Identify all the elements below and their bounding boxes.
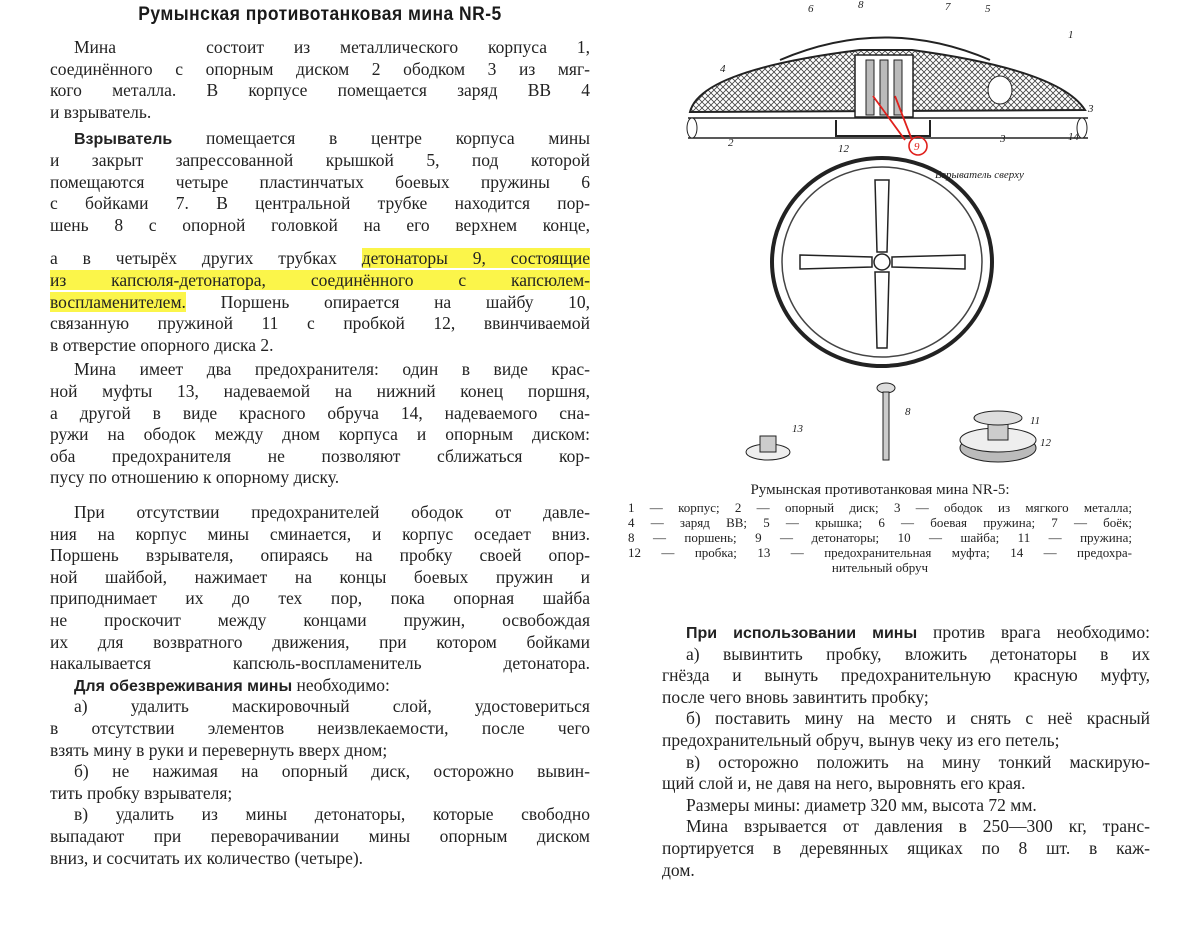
text-line [50, 740, 590, 761]
text-segment: накалывается капсюль-воспламенитель детонатора. [50, 653, 590, 674]
text-segment: Поршень опирается на шайбу 10, [185, 291, 590, 312]
text-line [50, 610, 590, 631]
text-segment: Размеры мины: диаметр 320 мм, высота 72 мм. [686, 794, 1037, 815]
text-line [50, 292, 590, 313]
text-segment: щий слой и, не давя на него, выровнять его края. [662, 773, 1026, 794]
label-7: 7 [945, 1, 951, 13]
text-segment: взять мину в руки и перевернуть вверх дном; [50, 739, 388, 760]
text-segment: гнёзда и вынуть предохранительную красную муфту, [662, 665, 1150, 686]
text-segment: шень 8 с опорной головкой на его верхнем конце, [50, 214, 590, 235]
highlighted-text: из капсюля-детонатора, соединённого с капсюлем- [50, 270, 590, 290]
highlighted-text: детонаторы 9, состоящие [361, 248, 591, 269]
text-line [50, 150, 590, 171]
text-segment: б) поставить мину на место и снять с неё красный [686, 708, 1150, 729]
label-12: 12 [838, 143, 849, 155]
label-8b: 8 [905, 406, 911, 418]
text-line [50, 848, 590, 869]
text-line [50, 567, 590, 588]
text-line [50, 653, 590, 674]
text-line [50, 632, 590, 653]
text-segment: против врага необходимо: [917, 622, 1150, 642]
text-segment: и закрыт запрессованной крышкой 5, под которой [50, 150, 590, 170]
text-segment: в) удалить из мины детонаторы, которые свободно [74, 804, 590, 825]
text-line [50, 172, 590, 193]
text-line [662, 644, 1150, 665]
text-segment: ния на корпус мины сминается, и корпус оседает вниз. [50, 523, 590, 544]
caption-line: 12 — пробка; 13 — предохранительная муфта; 14 — предохра- [628, 545, 1132, 560]
text-line [662, 687, 1150, 708]
text-line [50, 446, 590, 467]
text-line [50, 80, 590, 101]
text-line [50, 270, 590, 291]
text-line [662, 838, 1150, 859]
text-line [662, 752, 1150, 773]
text-segment: дом. [662, 859, 695, 880]
text-line [50, 313, 590, 334]
label-2b: 3 [1000, 133, 1006, 145]
text-line [50, 403, 590, 424]
text-segment: а) вывинтить пробку, вложить детонаторы в их [686, 643, 1150, 664]
text-line [50, 381, 590, 402]
text-segment: Мина взрывается от давления в 250—300 кг, транс- [686, 816, 1150, 837]
text-line [50, 128, 590, 150]
text-segment: а) удалить маскировочный слой, удостовериться [74, 696, 590, 717]
text-segment: состоит из металлического корпуса 1, [206, 37, 590, 57]
bold-heading: Взрыватель [74, 131, 173, 149]
text-line [662, 795, 1150, 816]
text-line [662, 708, 1150, 729]
text-segment: кого металла. В корпусе помещается заряд ВВ 4 [50, 80, 590, 101]
text-segment: приподнимает их до тех пор, пока опорная шайба [50, 588, 590, 609]
cross-section [687, 0, 1094, 155]
text-line [50, 102, 590, 123]
text-segment: ной муфты 13, надеваемой на нижний конец поршня, [50, 381, 590, 401]
label-1: 1 [1068, 29, 1074, 41]
text-line [50, 718, 590, 739]
figure-caption [610, 483, 1150, 575]
text-segment: а другой в виде красного обруча 14, надеваемого сна- [50, 402, 590, 423]
text-segment: необходимо: [292, 674, 390, 695]
text-line [662, 730, 1150, 751]
caption-line: 4 — заряд ВВ; 5 — крышка; 6 — боевая пружина; 7 — боёк; [628, 515, 1132, 530]
label-4: 4 [720, 63, 726, 75]
label-8: 8 [858, 0, 864, 11]
text-line [50, 675, 590, 697]
text-line [50, 804, 590, 825]
text-segment: в отверстие опорного диска 2. [50, 334, 274, 355]
text-segment: не проскочит между концами пружин, освобождая [50, 610, 590, 630]
caption-line: нительный обруч [831, 560, 929, 575]
text-line [662, 816, 1150, 837]
label-2: 2 [728, 137, 734, 149]
caption-line: 8 — поршень; 9 — детонаторы; 10 — шайба; 11 — пружина; [628, 530, 1132, 545]
text-segment: Мина имеет два предохранителя: один в виде крас- [74, 359, 590, 380]
text-segment: ной шайбой, нажимает на концы боевых пружин и [50, 566, 590, 587]
text-line [50, 59, 590, 80]
text-line [50, 783, 590, 804]
text-segment: оба предохранителя не позволяют сближаться кор- [50, 445, 590, 466]
text-segment: пусу по отношению к опорному диску. [50, 467, 340, 488]
text-segment: после чего вновь завинтить пробку; [662, 686, 929, 707]
parts [746, 383, 1052, 462]
text-line [50, 545, 590, 566]
highlighted-text: воспламенителем. [50, 291, 186, 312]
text-line [50, 248, 590, 269]
text-segment: Мина [74, 37, 117, 57]
label-11: 11 [1030, 415, 1041, 427]
text-segment: портируется в деревянных ящиках по 8 шт. в каж- [662, 838, 1150, 858]
text-line [50, 696, 590, 717]
text-line [50, 524, 590, 545]
label-6: 6 [808, 3, 814, 15]
text-segment: вниз, и сосчитать их количество (четыре). [50, 847, 364, 868]
text-segment: помещаются четыре пластинчатых боевых пружины 6 [50, 171, 590, 192]
caption-line: 1 — корпус; 2 — опорный диск; 3 — ободок из мягкого металла; [628, 500, 1132, 515]
text-line [50, 424, 590, 445]
label-12b: 12 [1040, 437, 1051, 449]
label-5: 5 [985, 3, 991, 15]
text-segment: а в четырёх других трубках [50, 248, 362, 269]
label-13: 13 [792, 423, 803, 435]
text-line [50, 826, 590, 847]
text-line [50, 502, 590, 523]
text-segment: тить пробку взрывателя; [50, 782, 233, 803]
text-segment: их для возвратного движения, при котором бойками [50, 631, 590, 652]
text-segment: выпадают при переворачивании мины опорным диском [50, 826, 590, 846]
text-line [662, 773, 1150, 794]
text-line [662, 622, 1150, 644]
text-line [50, 37, 590, 58]
text-line [50, 467, 590, 488]
text-segment: с бойками 7. В центральной трубке находится пор- [50, 193, 590, 214]
caption-title: Румынская противотанковая мина NR-5: [750, 482, 1010, 498]
text-segment: связанную пружиной 11 с пробкой 12, ввинчиваемой [50, 313, 590, 334]
text-segment: в отсутствии элементов неизвлекаемости, после чего [50, 718, 590, 738]
text-segment: в) осторожно положить на мину тонкий маскирую- [686, 751, 1150, 772]
text-segment: При отсутствии предохранителей ободок от давле- [74, 502, 590, 522]
text-line [50, 359, 590, 380]
text-line [50, 215, 590, 236]
text-segment: Поршень взрывателя, опираясь на пробку своей опор- [50, 545, 590, 566]
text-segment: и взрыватель. [50, 101, 152, 122]
text-segment: соединённого с опорным диском 2 ободком 3 из мяг- [50, 58, 590, 79]
text-line [662, 860, 1150, 881]
label-3: 3 [1088, 103, 1094, 115]
text-line [50, 761, 590, 782]
text-line [50, 335, 590, 356]
top-view-label: Взрыватель сверху [935, 169, 1024, 181]
text-segment: ружи на ободок между дном корпуса и опорным диском: [50, 424, 590, 445]
bold-heading: При использовании мины [686, 625, 918, 642]
label-9: 9 [914, 141, 920, 153]
fuze-top-view [772, 158, 1024, 366]
page-title: Румынская противотанковая мина NR-5 [138, 4, 502, 25]
bold-heading: Для обезвреживания мины [74, 677, 293, 695]
label-14: 14 [1068, 131, 1079, 143]
text-line [50, 193, 590, 214]
text-line [662, 665, 1150, 686]
text-line [50, 588, 590, 609]
text-segment: помещается в центре корпуса мины [172, 128, 590, 149]
text-segment: б) не нажимая на опорный диск, осторожно вывин- [74, 761, 590, 782]
text-segment: предохранительный обруч, вынув чеку из его петель; [662, 730, 1060, 750]
